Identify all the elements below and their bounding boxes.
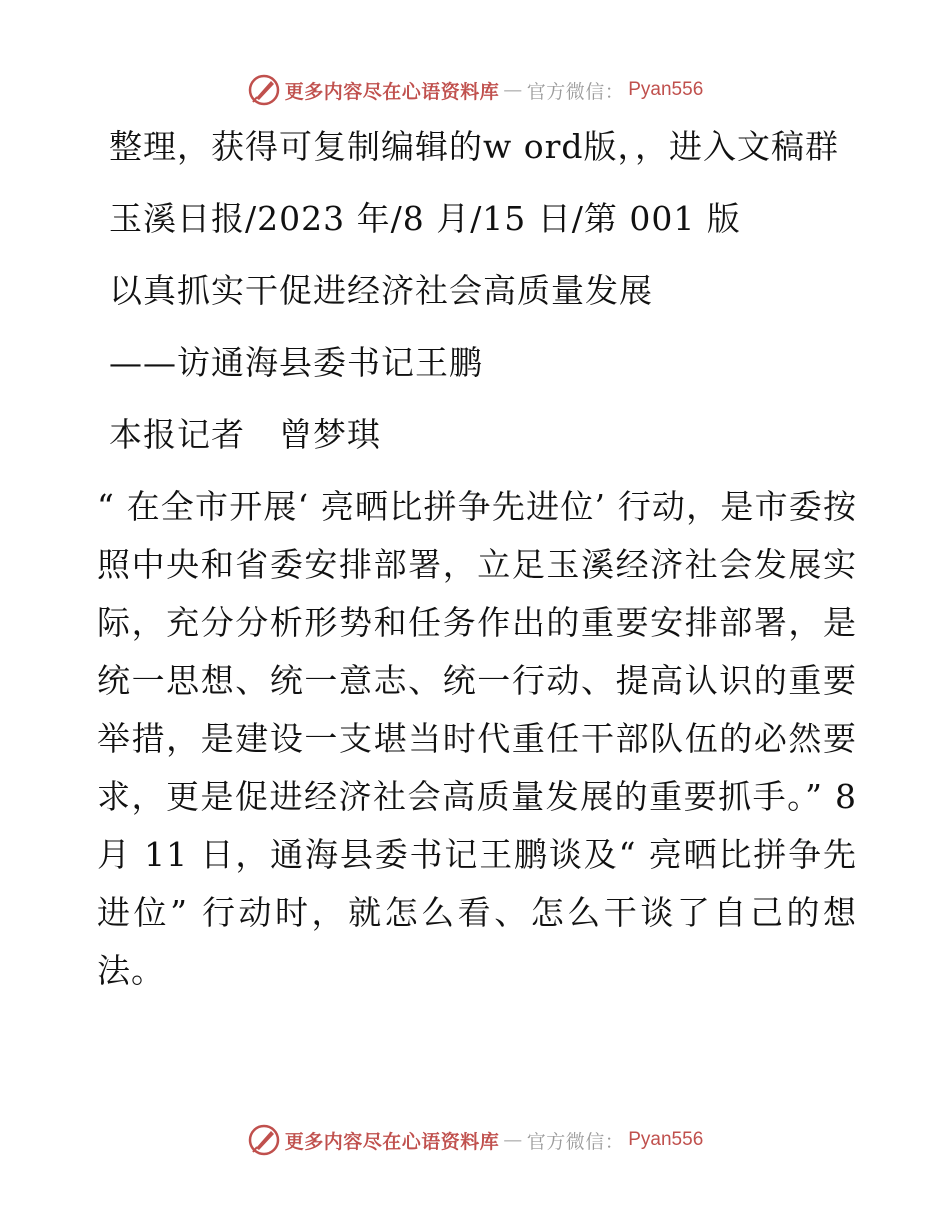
article-title: 以真抓实干促进经济社会高质量发展 bbox=[109, 271, 653, 310]
watermark-site-text: 更多内容尽在心语资料库 bbox=[284, 80, 500, 103]
watermark-wechat-label: 官方微信： bbox=[526, 1130, 625, 1153]
source-line: 玉溪日报/2023 年/8 月/15 日/第 001 版 bbox=[109, 199, 741, 238]
watermark-wechat-id: Pyan556 bbox=[628, 1129, 704, 1150]
watermark-site-text: 更多内容尽在心语资料库 bbox=[284, 1130, 500, 1153]
body-paragraph: “ 在全市开展‘ 亮晒比拼争先进位’ 行动，是市委按照中央和省委安排部署，立足玉溪经济社会发展实际，充分分析形势和任务作出的重要安排部署，是统一思想、统一意志、统一行动、提高认识的重要举措，是建设一支堪当时代重任干部队伍的必然要求，更是促进经济社会高质量发展的重要抓手。” 8 月 11 日，通海县委书记王鹏谈及“ 亮晒比拼争先进位” 行动时，就怎么看、怎么干谈了自己的想法。 bbox=[97, 487, 857, 990]
article-subtitle: ——访通海县委书记王鹏 bbox=[109, 343, 483, 382]
quill-pen-logo-icon bbox=[247, 73, 281, 107]
footer-watermark bbox=[0, 1120, 950, 1160]
header-watermark bbox=[0, 70, 950, 110]
watermark-dash: — bbox=[503, 1129, 523, 1151]
watermark-dash: — bbox=[503, 79, 523, 101]
watermark-wechat-id: Pyan556 bbox=[628, 79, 704, 100]
quill-pen-logo-icon bbox=[247, 1123, 281, 1157]
article-content bbox=[97, 118, 857, 1014]
byline: 本报记者 曾梦琪 bbox=[109, 415, 381, 454]
watermark-wechat-label: 官方微信： bbox=[526, 80, 625, 103]
intro-text: 整理，获得可复制编辑的w ord版，，进入文稿群 bbox=[109, 127, 840, 166]
